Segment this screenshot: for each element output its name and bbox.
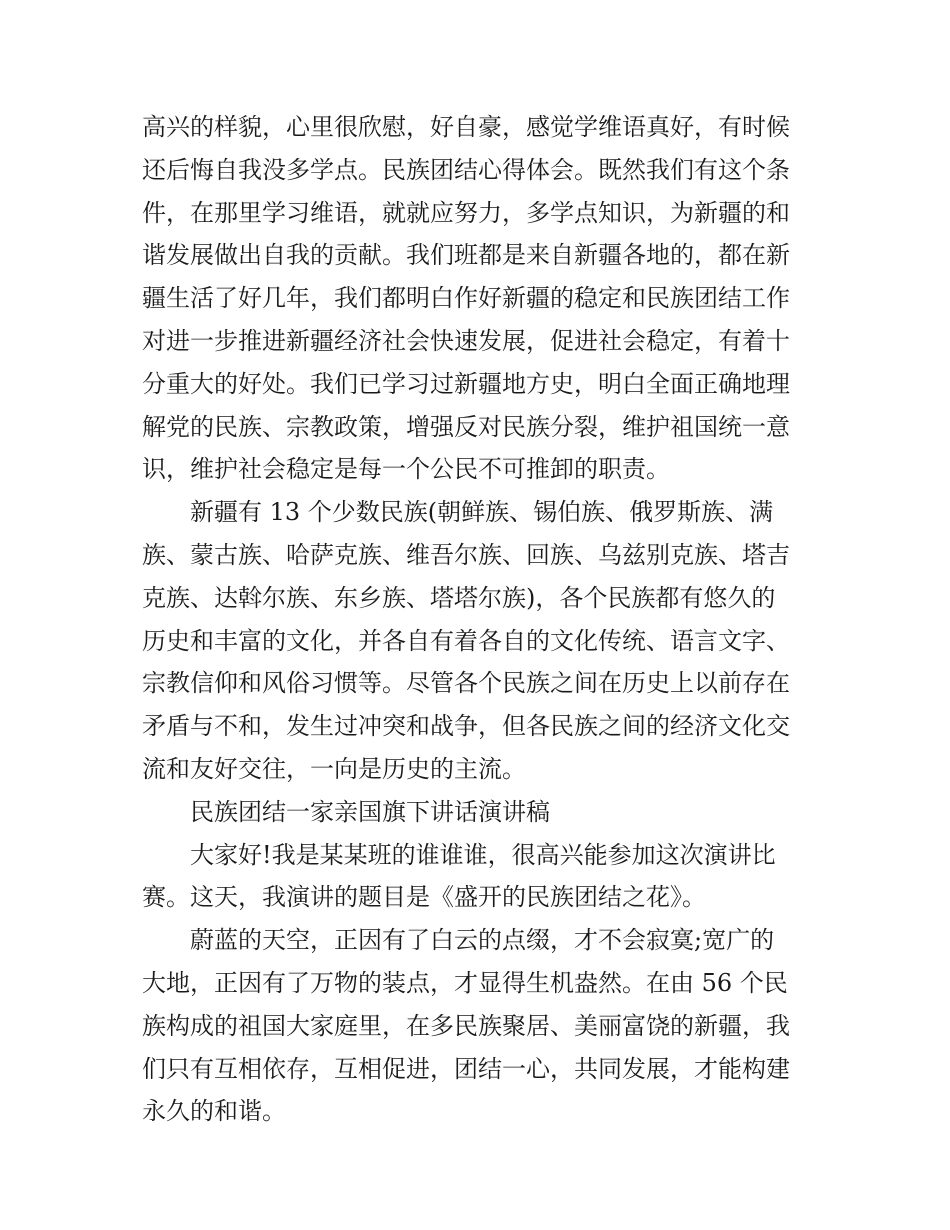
text-line: 历史和丰富的文化，并各自有着各自的文化传统、语言文字、 (142, 626, 790, 655)
text-line: 克族、达斡尔族、东乡族、塔塔尔族)，各个民族都有悠久的 (142, 583, 776, 612)
text-line: 民族团结一家亲国旗下讲话演讲稿 (190, 797, 550, 826)
text-line: 识，维护社会稳定是每一个公民不可推卸的职责。 (142, 455, 670, 484)
text-line: 分重大的好处。我们已学习过新疆地方史，明白全面正确地理 (142, 369, 790, 398)
text-line: 永久的和谐。 (142, 1097, 286, 1126)
text-line: 族、蒙古族、哈萨克族、维吾尔族、回族、乌兹别克族、塔吉 (142, 540, 790, 569)
text-line: 还后悔自我没多学点。民族团结心得体会。既然我们有这个条 (142, 155, 790, 184)
text-line: 大家好!我是某某班的谁谁谁，很高兴能参加这次演讲比 (190, 840, 776, 869)
text-line: 对进一步推进新疆经济社会快速发展，促进社会稳定，有着十 (142, 326, 790, 355)
text-line: 件，在那里学习维语，就就应努力，多学点知识，为新疆的和 (142, 198, 790, 227)
text-line: 新疆有 13 个少数民族(朝鲜族、锡伯族、俄罗斯族、满 (190, 498, 774, 527)
text-line: 族构成的祖国大家庭里，在多民族聚居、美丽富饶的新疆，我 (142, 1011, 790, 1040)
paragraph (142, 919, 814, 1133)
text-line: 矛盾与不和，发生过冲突和战争，但各民族之间的经济文化交 (142, 712, 790, 741)
text-line: 蔚蓝的天空，正因有了白云的点缀，才不会寂寞;宽广的 (190, 926, 775, 955)
text-line: 们只有互相依存，互相促进，团结一心，共同发展，才能构建 (142, 1054, 790, 1083)
text-line: 流和友好交往，一向是历史的主流。 (142, 754, 526, 783)
document-body (142, 106, 814, 1133)
text-line: 谐发展做出自我的贡献。我们班都是来自新疆各地的，都在新 (142, 241, 790, 270)
text-line: 宗教信仰和风俗习惯等。尽管各个民族之间在历史上以前存在 (142, 669, 790, 698)
text-line: 大地，正因有了万物的装点，才显得生机盎然。在由 56 个民 (142, 968, 788, 997)
paragraph (142, 834, 814, 920)
text-line: 高兴的样貌，心里很欣慰，好自豪，感觉学维语真好，有时候 (142, 113, 790, 141)
text-line: 解党的民族、宗教政策，增强反对民族分裂，维护祖国统一意 (142, 412, 790, 441)
text-line: 疆生活了好几年，我们都明白作好新疆的稳定和民族团结工作 (142, 284, 790, 313)
paragraph (142, 791, 814, 834)
paragraph (142, 491, 814, 791)
text-line: 赛。这天，我演讲的题目是《盛开的民族团结之花》。 (142, 883, 706, 912)
paragraph (142, 106, 814, 491)
